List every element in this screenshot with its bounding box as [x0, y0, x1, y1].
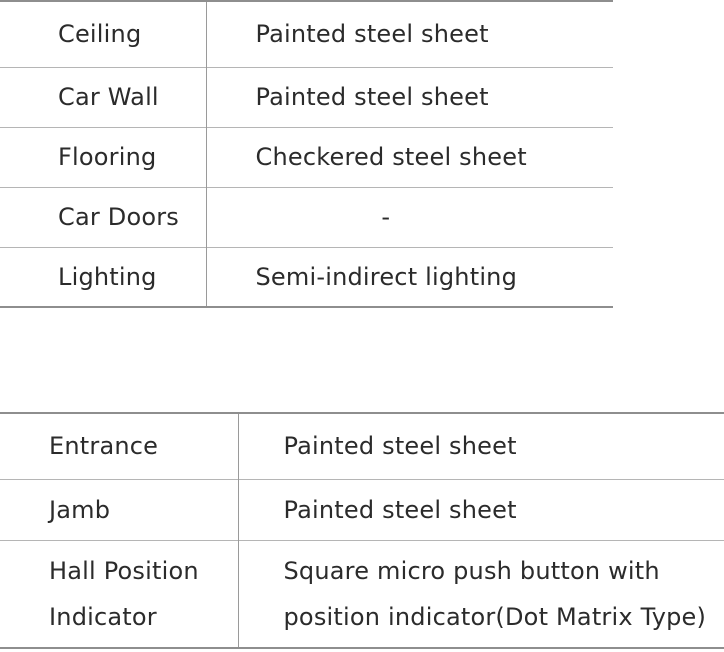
row-value: Painted steel sheet — [206, 67, 613, 127]
hall-spec-table — [0, 412, 724, 649]
table-row — [0, 1, 613, 67]
table-row — [0, 67, 613, 127]
row-value: Painted steel sheet — [283, 432, 517, 461]
row-label-line: Indicator — [49, 602, 157, 631]
row-label: Lighting — [0, 247, 206, 307]
row-value — [238, 540, 724, 648]
row-label: Flooring — [0, 127, 206, 187]
row-value: Checkered steel sheet — [206, 127, 613, 187]
row-label: Ceiling — [0, 1, 206, 67]
row-label: Jamb — [0, 479, 238, 540]
table-row — [0, 540, 724, 648]
row-value: Semi-indirect lighting — [206, 247, 613, 307]
row-label: Entrance — [0, 413, 238, 479]
table-row — [0, 247, 613, 307]
table-row — [0, 479, 724, 540]
row-value: - — [206, 187, 613, 247]
car-spec-table — [0, 0, 613, 308]
row-label: Car Doors — [0, 187, 206, 247]
row-value: Painted steel sheet — [238, 479, 724, 540]
table-row — [0, 413, 724, 479]
row-value-line: position indicator(Dot Matrix Type) — [283, 602, 707, 631]
row-value-line: Square micro push button with — [283, 556, 660, 585]
table-row — [0, 187, 613, 247]
row-value: Painted steel sheet — [255, 20, 489, 49]
row-label — [0, 540, 238, 648]
row-label-line: Hall Position — [49, 556, 199, 585]
table-row — [0, 127, 613, 187]
row-label: Car Wall — [0, 67, 206, 127]
